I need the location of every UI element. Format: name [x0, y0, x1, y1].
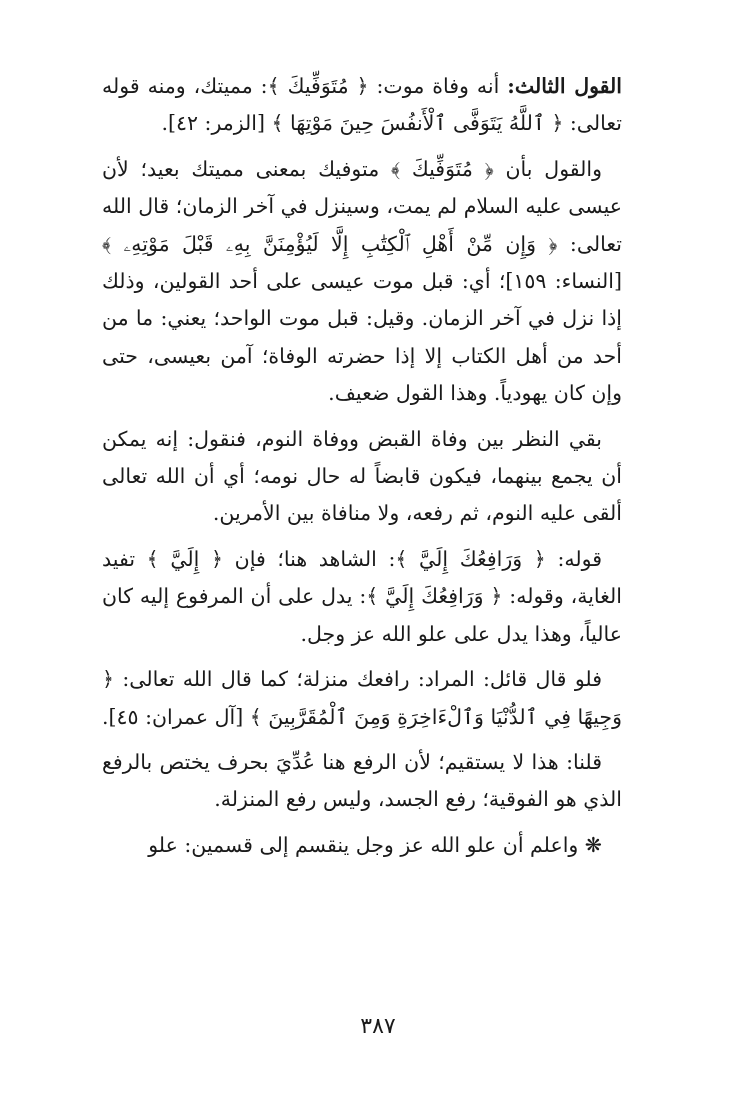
paragraph-text: أنه وفاة موت: ﴿ مُتَوَفِّيكَ ﴾: مميتك، ومنه قوله تعالى: ﴿ ٱللَّهُ يَتَوَفَّى ٱلْأَنفُسَ حِينَ مَوْتِهَا ﴾ [الزمر: ٤٢].: [102, 74, 622, 136]
body-text: [102, 68, 622, 872]
paragraph: قوله: ﴿ وَرَافِعُكَ إِلَيَّ ﴾: الشاهد هنا؛ فإن ﴿ إِلَيَّ ﴾ تفيد الغاية، وقوله: ﴿ وَرَافِعُكَ إِلَيَّ ﴾: يدل على أن المرفوع إليه كان عالياً، وهذا يدل على علو الله عز وجل.: [102, 546, 622, 646]
paragraph: بقي النظر بين وفاة القبض ووفاة النوم، فنقول: إنه يمكن أن يجمع بينهما، فيكون قابضاً له حال نومه؛ أي أن الله تعالى ألقى عليه النوم، ثم رفعه، ولا منافاة بين الأمرين.: [102, 426, 622, 526]
page-number: ٣٨٧: [360, 1014, 396, 1039]
paragraph: والقول بأن ﴿ مُتَوَفِّيكَ ﴾ متوفيك بمعنى مميتك بعيد؛ لأن عيسى عليه السلام لم يمت، وسينزل في آخر الزمان؛ قال الله تعالى: ﴿ وَإِن مِّنْ أَهْلِ ٱلْكِتَٰبِ إِلَّا لَيُؤْمِنَنَّ بِهِۦ قَبْلَ مَوْتِهِۦ ﴾ [النساء: ١٥٩]؛ أي: قبل موت عيسى على أحد القولين، وذلك إذا نزل في آخر الزمان. وقيل: قبل موت الواحد؛ يعني: ما من أحد من أهل الكتاب إلا إذا حضرته الوفاة؛ آمن بعيسى، حتى وإن كان يهودياً. وهذا القول ضعيف.: [102, 156, 622, 406]
section-heading: القول الثالث:: [507, 74, 622, 98]
paragraph: [102, 68, 622, 143]
paragraph: فلو قال قائل: المراد: رافعك منزلة؛ كما قال الله تعالى: ﴿ وَجِيهًا فِي ٱلدُّنْيَا وَٱلْءَاخِرَةِ وَمِنَ ٱلْمُقَرَّبِينَ ﴾ [آل عمران: ٤٥].: [102, 667, 622, 729]
paragraph: قلنا: هذا لا يستقيم؛ لأن الرفع هنا عُدِّيَ بحرف يختص بالرفع الذي هو الفوقية؛ رفع الجسد، وليس رفع المنزلة.: [102, 749, 622, 812]
paragraph: ❋ واعلم أن علو الله عز وجل ينقسم إلى قسمين: علو: [148, 832, 602, 857]
